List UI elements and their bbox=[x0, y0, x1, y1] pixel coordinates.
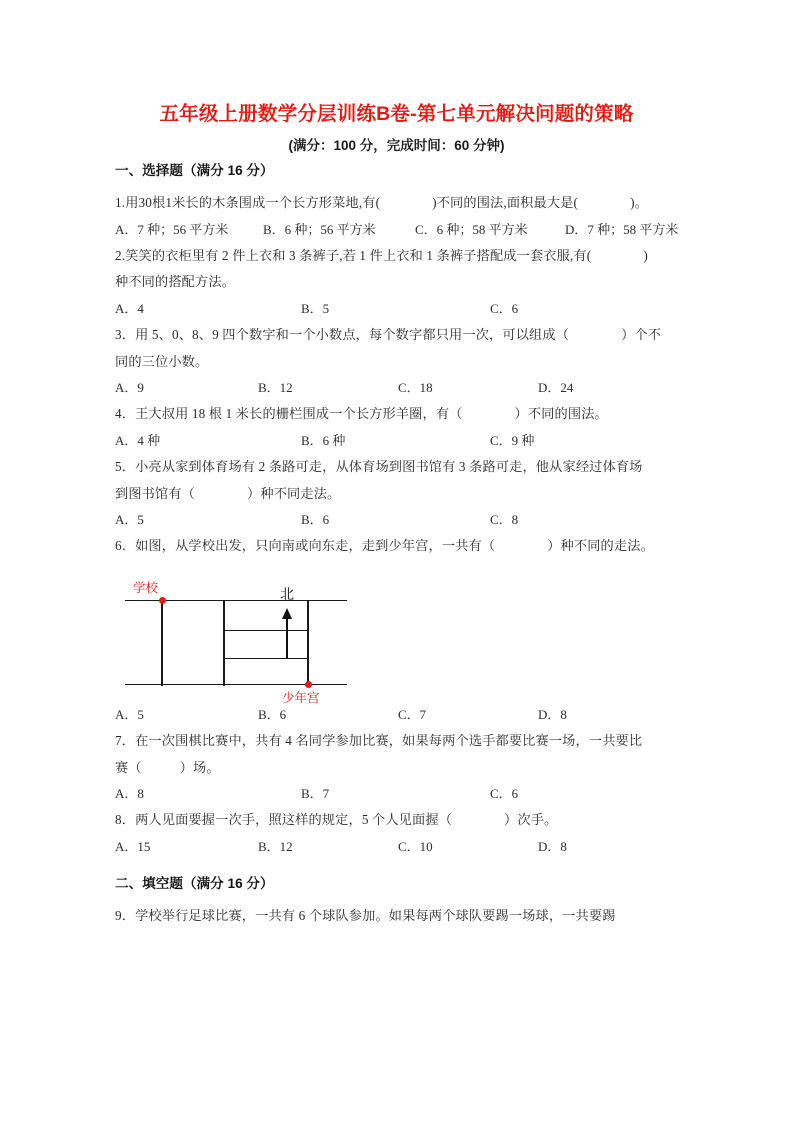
question-4 bbox=[115, 401, 690, 428]
option-a[interactable]: A．4 种 bbox=[115, 432, 161, 448]
option-a[interactable]: A．5 bbox=[115, 512, 144, 528]
question-3-text-c: 同的三位小数。 bbox=[115, 353, 209, 369]
question-1-text-c: )。 bbox=[630, 194, 648, 210]
option-b[interactable]: B．6 种；56 平方米 bbox=[263, 221, 376, 237]
page-title: 五年级上册数学分层训练B卷-第七单元解决问题的策略 bbox=[159, 103, 634, 125]
option-b[interactable]: B．6 bbox=[258, 706, 287, 722]
question-7-text-a: 7．在一次围棋比赛中，共有 4 名同学参加比赛，如果每两个选手都要比赛一场，一共要比 bbox=[115, 732, 643, 748]
question-4-options bbox=[115, 428, 690, 454]
question-6-route-diagram bbox=[115, 564, 415, 705]
option-a[interactable]: A．7 种；56 平方米 bbox=[115, 221, 229, 237]
diagram-line-inner-2 bbox=[223, 658, 309, 660]
option-d[interactable]: D．24 bbox=[538, 380, 574, 396]
question-1-text-a: 1.用30根1米长的木条围成一个长方形菜地,有( bbox=[115, 194, 381, 210]
question-2-text-b: ) bbox=[643, 247, 648, 263]
question-9-text-a: 9．学校举行足球比赛，一共有 6 个球队参加。如果每两个球队要踢一场球，一共要踢 bbox=[115, 907, 616, 923]
option-c[interactable]: C．6 种；58 平方米 bbox=[415, 221, 528, 237]
question-6-text-a: 6．如图，从学校出发，只向南或向东走，走到少年宫，一共有（ bbox=[115, 538, 496, 554]
option-c[interactable]: C．7 bbox=[398, 706, 427, 722]
question-8-text-a: 8．两人见面要握一次手，照这样的规定，5 个人见面握（ bbox=[115, 812, 453, 828]
diagram-node-school bbox=[159, 597, 166, 604]
diagram-node-youth-palace bbox=[305, 681, 312, 688]
question-5-text-a: 5．小亮从家到体育场有 2 条路可走，从体育场到图书馆有 3 条路可走，他从家经过体育场 bbox=[115, 458, 643, 474]
question-4-text-a: 4．王大叔用 18 根 1 米长的栅栏围成一个长方形羊圈，有（ bbox=[115, 406, 463, 422]
option-c[interactable]: C．9 种 bbox=[490, 432, 535, 448]
option-b[interactable]: B．5 bbox=[301, 300, 330, 316]
option-b[interactable]: B．12 bbox=[258, 380, 293, 396]
question-1-text-b: )不同的围法,面积最大是( bbox=[432, 194, 579, 210]
option-b[interactable]: B．6 bbox=[301, 512, 330, 528]
question-1 bbox=[115, 190, 690, 217]
diagram-line-inner-1 bbox=[223, 630, 309, 632]
question-7 bbox=[115, 728, 690, 781]
question-5-text-c: ）种不同走法。 bbox=[247, 485, 341, 501]
question-2-text-c: 种不同的搭配方法。 bbox=[115, 274, 236, 290]
option-a[interactable]: A．9 bbox=[115, 380, 144, 396]
question-5-text-b: 到图书馆有（ bbox=[115, 485, 196, 501]
option-c[interactable]: C．6 bbox=[490, 300, 519, 316]
question-5 bbox=[115, 454, 690, 507]
option-a[interactable]: A．5 bbox=[115, 706, 144, 722]
section-heading-fill-blank: 二、填空题（满分 16 分） bbox=[115, 875, 274, 891]
option-c[interactable]: C．18 bbox=[398, 380, 433, 396]
question-2-text-a: 2.笑笑的衣柜里有 2 件上衣和 3 条裤子,若 1 件上衣和 1 条裤子搭配成一套衣服,有( bbox=[115, 247, 592, 263]
question-3 bbox=[115, 322, 690, 375]
option-a[interactable]: A．15 bbox=[115, 838, 151, 854]
option-b[interactable]: B．6 种 bbox=[301, 432, 346, 448]
compass-north-label: 北 bbox=[280, 585, 294, 602]
document-body bbox=[115, 163, 690, 930]
question-3-text-a: 3．用 5、0、8、9 四个数字和一个小数点，每个数字都只用一次，可以组成（ bbox=[115, 326, 570, 342]
question-7-text-b: 赛（ bbox=[115, 759, 142, 775]
option-d[interactable]: D．8 bbox=[538, 706, 567, 722]
diagram-line-bottom bbox=[125, 684, 347, 686]
question-2 bbox=[115, 243, 690, 296]
question-7-text-c: ）场。 bbox=[179, 759, 220, 775]
diagram-label-school: 学校 bbox=[133, 580, 159, 595]
diagram-line-vertical-2 bbox=[223, 600, 225, 686]
question-7-options bbox=[115, 781, 690, 807]
question-5-options bbox=[115, 507, 690, 533]
question-6-text-b: ）种不同的走法。 bbox=[547, 538, 654, 554]
compass-arrow-shaft bbox=[286, 618, 288, 658]
question-2-options bbox=[115, 296, 690, 322]
option-a[interactable]: A．8 bbox=[115, 786, 144, 802]
question-3-text-b: ）个不 bbox=[621, 326, 662, 342]
option-c[interactable]: C．8 bbox=[490, 512, 519, 528]
option-c[interactable]: C．6 bbox=[490, 786, 519, 802]
question-6-options bbox=[115, 702, 690, 728]
option-c[interactable]: C．10 bbox=[398, 838, 433, 854]
question-8-text-b: ）次手。 bbox=[504, 812, 558, 828]
diagram-label-youth-palace: 少年宫 bbox=[282, 690, 320, 705]
option-d[interactable]: D．8 bbox=[538, 838, 567, 854]
page-subtitle: (满分：100 分，完成时间：60 分钟) bbox=[288, 138, 505, 153]
question-3-options bbox=[115, 375, 690, 401]
question-8-options bbox=[115, 834, 690, 860]
question-4-text-b: ）不同的围法。 bbox=[514, 406, 608, 422]
question-6 bbox=[115, 533, 690, 560]
option-b[interactable]: B．7 bbox=[301, 786, 330, 802]
diagram-line-vertical-1 bbox=[161, 600, 163, 686]
option-a[interactable]: A．4 bbox=[115, 300, 144, 316]
question-1-options bbox=[115, 217, 690, 243]
section-heading-choice: 一、选择题（满分 16 分） bbox=[115, 163, 274, 178]
question-9 bbox=[115, 903, 690, 930]
question-8 bbox=[115, 807, 690, 834]
diagram-line-vertical-3 bbox=[307, 600, 309, 686]
option-d[interactable]: D．7 种；58 平方米 bbox=[565, 221, 679, 237]
option-b[interactable]: B．12 bbox=[258, 838, 293, 854]
